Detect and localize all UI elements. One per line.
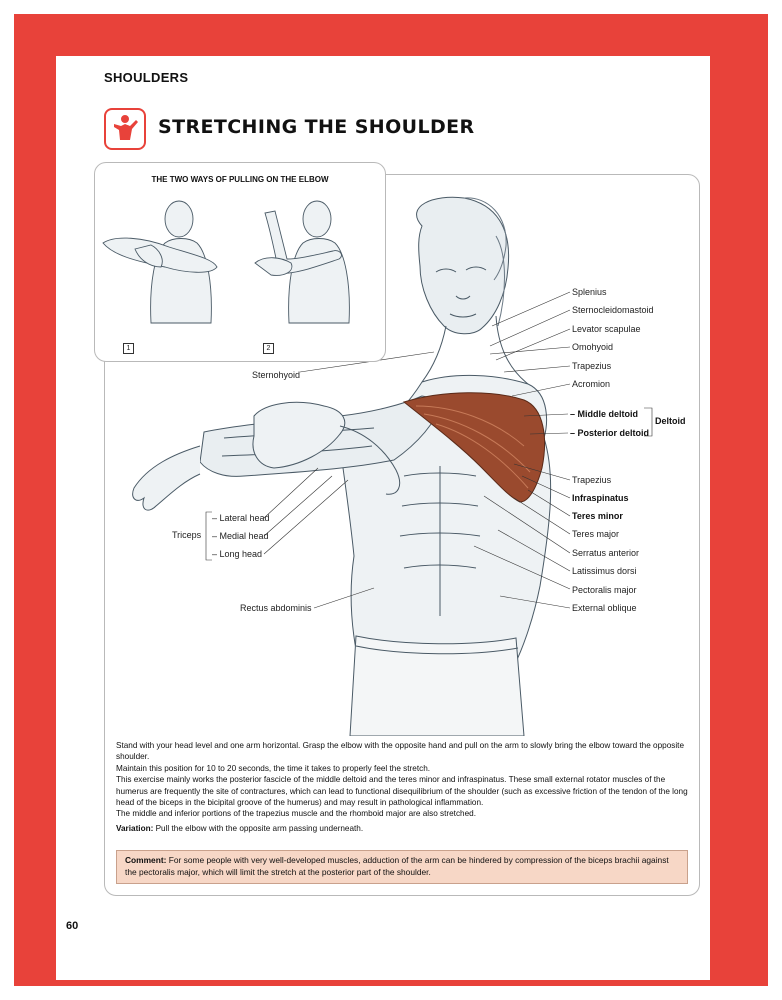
- label-teres-minor: Teres minor: [572, 511, 623, 521]
- figure-2-label: 2: [263, 343, 274, 354]
- label-acromion: Acromion: [572, 379, 611, 389]
- label-rectus-abdominis: Rectus abdominis: [240, 603, 312, 613]
- label-teres-major: Teres major: [572, 529, 620, 539]
- label-deltoid-group: Deltoid: [655, 416, 686, 426]
- label-trapezius-lower: Trapezius: [572, 475, 612, 485]
- label-trapezius-upper: Trapezius: [572, 361, 612, 371]
- paragraph-secondary: The middle and inferior portions of the trapezius muscle and the rhomboid major are also stretched.: [116, 809, 476, 819]
- inset-illustrations: [95, 163, 385, 361]
- section-tag: SHOULDERS: [104, 70, 189, 85]
- paragraph-muscles: This exercise mainly works the posterior fascicle of the middle deltoid and the teres minor and infraspinatus. These small external rotator muscles of the humerus are frequently the site of contractures, which can lead to functional disequilibrium of the shoulder (such as excessive friction of the tendon of the long head of the biceps in the bicipital groove of the humerus) and may result in pathological inflammation.: [116, 775, 688, 808]
- comment-label: Comment:: [125, 855, 167, 865]
- label-triceps-long-head: – Long head: [212, 549, 263, 559]
- label-serratus-anterior: Serratus anterior: [572, 548, 640, 558]
- shoulder-exercise-icon: [104, 108, 146, 150]
- variation-label: Variation:: [116, 823, 154, 833]
- label-omohyoid: Omohyoid: [572, 342, 614, 352]
- figure-1-label: 1: [123, 343, 134, 354]
- label-triceps-lateral-head: – Lateral head: [212, 513, 270, 523]
- inset-panel: [94, 162, 386, 362]
- paragraph-duration: Maintain this position for 10 to 20 seconds, the time it takes to properly feel the stretch.: [116, 763, 431, 773]
- label-triceps-medial-head: – Medial head: [212, 531, 269, 541]
- label-middle-deltoid: – Middle deltoid: [570, 409, 639, 419]
- comment-text: For some people with very well-developed muscles, adduction of the arm can be hindered by compression of the biceps brachii against the pectoralis major, which will limit the stretch at the posterior part of the shoulder.: [125, 855, 669, 877]
- label-latissimus-dorsi: Latissimus dorsi: [572, 566, 637, 576]
- variation-text: Pull the elbow with the opposite arm passing underneath.: [153, 823, 364, 833]
- label-infraspinatus: Infraspinatus: [572, 493, 629, 503]
- label-sternocleidomastoid: Sternocleidomastoid: [572, 305, 654, 315]
- label-triceps: Triceps: [172, 530, 202, 540]
- page-number: 60: [66, 920, 79, 932]
- comment-box: [116, 850, 688, 884]
- label-posterior-deltoid: – Posterior deltoid: [570, 428, 650, 438]
- label-pectoralis-major: Pectoralis major: [572, 585, 637, 595]
- paragraph-instructions: Stand with your head level and one arm horizontal. Grasp the elbow with the opposite hand and pull on the arm to slowly bring the elbow toward the opposite shoulder.: [116, 741, 685, 762]
- label-external-oblique: External oblique: [572, 603, 637, 613]
- exercise-description: [116, 740, 692, 834]
- inset-title: THE TWO WAYS OF PULLING ON THE ELBOW: [151, 175, 329, 184]
- label-levator-scapulae: Levator scapulae: [572, 324, 641, 334]
- label-sternohyoid: Sternohyoid: [252, 370, 301, 380]
- label-splenius: Splenius: [572, 287, 607, 297]
- page-title: STRETCHING THE SHOULDER: [158, 116, 475, 138]
- paragraph-variation: [116, 823, 692, 834]
